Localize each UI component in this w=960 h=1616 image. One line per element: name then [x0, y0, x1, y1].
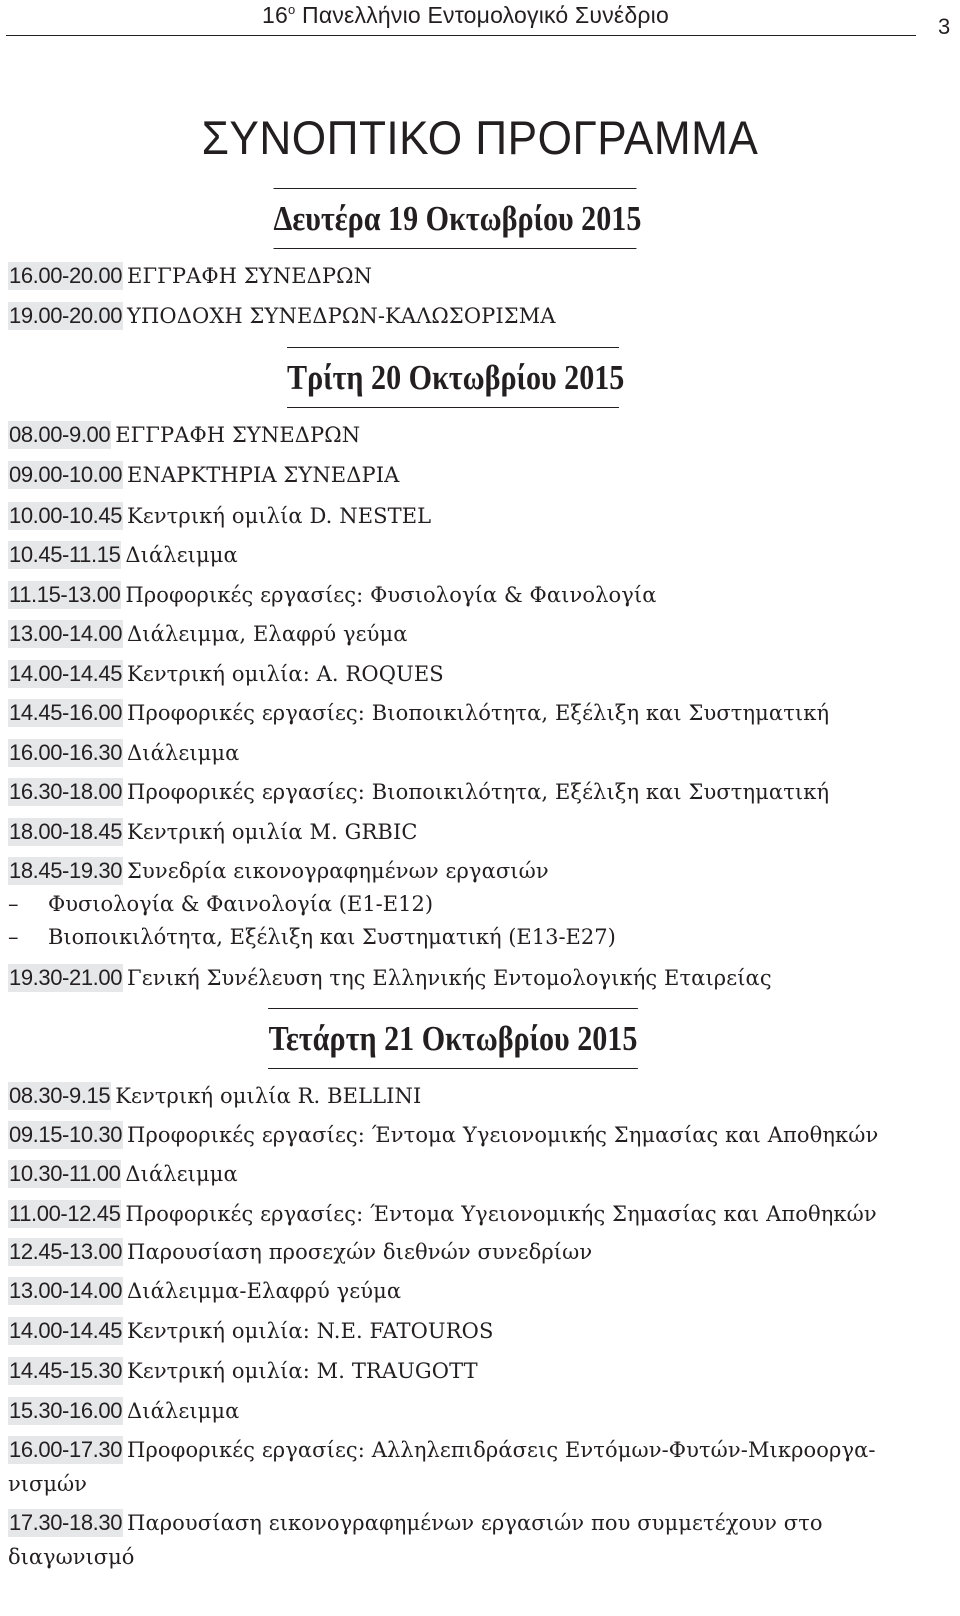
session-description: Προφορικές εργασίες: Βιοποικιλότητα, Εξέλιξη και Συστηματική — [127, 780, 830, 804]
schedule-row — [8, 541, 238, 569]
session-description: Διάλειμμα — [125, 1162, 238, 1186]
time-slot: 14.45-15.30 — [9, 1358, 123, 1383]
time-slot: 17.30-18.30 — [9, 1510, 123, 1535]
time-slot: 09.15-10.30 — [9, 1122, 123, 1147]
schedule-row — [8, 660, 444, 688]
session-description: Κεντρική ομιλία: M. TRAUGOTT — [127, 1359, 478, 1383]
session-description: Διάλειμμα, Ελαφρύ γεύμα — [127, 622, 408, 646]
page-number: 3 — [938, 14, 951, 39]
session-description: Διάλειμμα — [127, 1399, 240, 1423]
schedule-row — [8, 581, 657, 609]
day-heading-monday: Δευτέρα 19 Οκτωβρίου 2015 — [274, 188, 637, 249]
list-dash: – — [8, 925, 19, 949]
schedule-row — [8, 1121, 878, 1149]
page-title: ΣΥΝΟΠΤΙΚΟ ΠΡΟΓΡΑΜΜΑ — [201, 111, 759, 164]
schedule-row — [8, 1200, 877, 1228]
time-slot: 11.00-12.45 — [9, 1201, 121, 1226]
header-edition-number: 16 — [262, 2, 288, 28]
schedule-row — [8, 1357, 478, 1385]
list-dash: – — [8, 892, 19, 916]
session-description: ΕΓΓΡΑΦΗ ΣΥΝΕΔΡΩΝ — [127, 264, 373, 288]
schedule-row — [8, 461, 399, 489]
session-description: Προφορικές εργασίες: Αλληλεπιδράσεις Εντόμων-Φυτών-Μικροοργα- — [127, 1438, 876, 1462]
header-ordinal-suffix: ο — [287, 2, 296, 17]
running-header-title — [262, 2, 669, 29]
time-slot: 18.00-18.45 — [9, 819, 123, 844]
time-slot: 19.30-21.00 — [9, 965, 123, 990]
poster-session-subitem — [8, 890, 433, 918]
session-description: Διάλειμμα — [127, 741, 240, 765]
schedule-row — [8, 964, 772, 992]
time-slot: 13.00-14.00 — [9, 1278, 123, 1303]
schedule-row — [8, 1317, 493, 1345]
time-slot: 12.45-13.00 — [9, 1239, 123, 1264]
schedule-row — [8, 1238, 592, 1266]
time-slot: 18.45-19.30 — [9, 858, 123, 883]
time-slot: 14.45-16.00 — [9, 700, 123, 725]
schedule-row — [8, 1160, 238, 1188]
time-slot: 10.45-11.15 — [9, 542, 121, 567]
session-description: ΥΠΟΔΟΧΗ ΣΥΝΕΔΡΩΝ-ΚΑΛΩΣΟΡΙΣΜΑ — [127, 304, 556, 328]
time-slot: 10.00-10.45 — [9, 503, 123, 528]
schedule-row — [8, 502, 431, 530]
time-slot: 16.00-17.30 — [9, 1437, 123, 1462]
schedule-row — [8, 1397, 239, 1425]
schedule-row — [8, 778, 829, 806]
time-slot: 13.00-14.00 — [9, 621, 123, 646]
schedule-row — [8, 1082, 421, 1110]
header-conference-name: Πανελλήνιο Εντομολογικό Συνέδριο — [295, 2, 669, 28]
schedule-row — [8, 699, 829, 727]
schedule-row — [8, 262, 372, 290]
session-description: Συνεδρία εικονογραφημένων εργασιών — [127, 859, 549, 883]
session-description: Κεντρική ομιλία: N.E. FATOUROS — [127, 1319, 494, 1343]
time-slot: 14.00-14.45 — [9, 661, 123, 686]
time-slot: 16.00-16.30 — [9, 740, 123, 765]
session-description: Παρουσίαση εικονογραφημένων εργασιών που συμμετέχουν στο — [127, 1511, 823, 1535]
schedule-row — [8, 1277, 401, 1305]
time-slot: 19.00-20.00 — [9, 303, 123, 328]
poster-session-subitem — [8, 923, 616, 951]
schedule-row — [8, 857, 549, 885]
session-description: Κεντρική ομιλία M. GRBIC — [127, 820, 418, 844]
header-rule — [6, 35, 916, 36]
session-description: Κεντρική ομιλία D. NESTEL — [127, 504, 432, 528]
time-slot: 09.00-10.00 — [9, 462, 123, 487]
time-slot: 16.30-18.00 — [9, 779, 123, 804]
time-slot: 08.30-9.15 — [9, 1083, 111, 1108]
schedule-row — [8, 302, 556, 330]
session-description: Γενική Συνέλευση της Ελληνικής Εντομολογικής Εταιρείας — [127, 966, 772, 990]
session-description: Παρουσίαση προσεχών διεθνών συνεδρίων — [127, 1240, 593, 1264]
session-description: ΕΝΑΡΚΤΗΡΙΑ ΣΥΝΕΔΡΙΑ — [127, 463, 400, 487]
schedule-row — [8, 818, 418, 846]
session-description: Διάλειμμα-Ελαφρύ γεύμα — [127, 1279, 402, 1303]
time-slot: 15.30-16.00 — [9, 1398, 123, 1423]
time-slot: 08.00-9.00 — [9, 422, 111, 447]
session-description: Διάλειμμα — [125, 543, 238, 567]
session-description: Προφορικές εργασίες: Έντομα Υγειονομικής Σημασίας και Αποθηκών — [127, 1123, 879, 1147]
session-description: Προφορικές εργασίες: Έντομα Υγειονομικής Σημασίας και Αποθηκών — [125, 1202, 877, 1226]
time-slot: 16.00-20.00 — [9, 263, 123, 288]
page-header — [0, 0, 960, 40]
time-slot: 14.00-14.45 — [9, 1318, 123, 1343]
session-description-continuation: νισμών — [8, 1472, 87, 1496]
schedule-row — [8, 739, 239, 767]
day-heading-wednesday: Τετάρτη 21 Οκτωβρίου 2015 — [268, 1008, 638, 1069]
schedule-row — [8, 1436, 876, 1464]
time-slot: 11.15-13.00 — [9, 582, 121, 607]
session-description: Προφορικές εργασίες: Φυσιολογία & Φαινολογία — [125, 583, 657, 607]
session-description: Κεντρική ομιλία R. BELLINI — [115, 1084, 422, 1108]
schedule-row — [8, 1509, 823, 1537]
schedule-row — [8, 421, 360, 449]
time-slot: 10.30-11.00 — [9, 1161, 121, 1186]
subitem-text: Φυσιολογία & Φαινολογία (E1-E12) — [48, 892, 434, 916]
day-heading-tuesday: Τρίτη 20 Οκτωβρίου 2015 — [287, 347, 619, 408]
schedule-row — [8, 620, 408, 648]
session-description: ΕΓΓΡΑΦΗ ΣΥΝΕΔΡΩΝ — [115, 423, 361, 447]
session-description: Κεντρική ομιλία: A. ROQUES — [127, 662, 444, 686]
subitem-text: Βιοποικιλότητα, Εξέλιξη και Συστηματική (Ε13-Ε27) — [48, 925, 616, 949]
session-description-continuation: διαγωνισμό — [8, 1545, 135, 1569]
session-description: Προφορικές εργασίες: Βιοποικιλότητα, Εξέλιξη και Συστηματική — [127, 701, 830, 725]
